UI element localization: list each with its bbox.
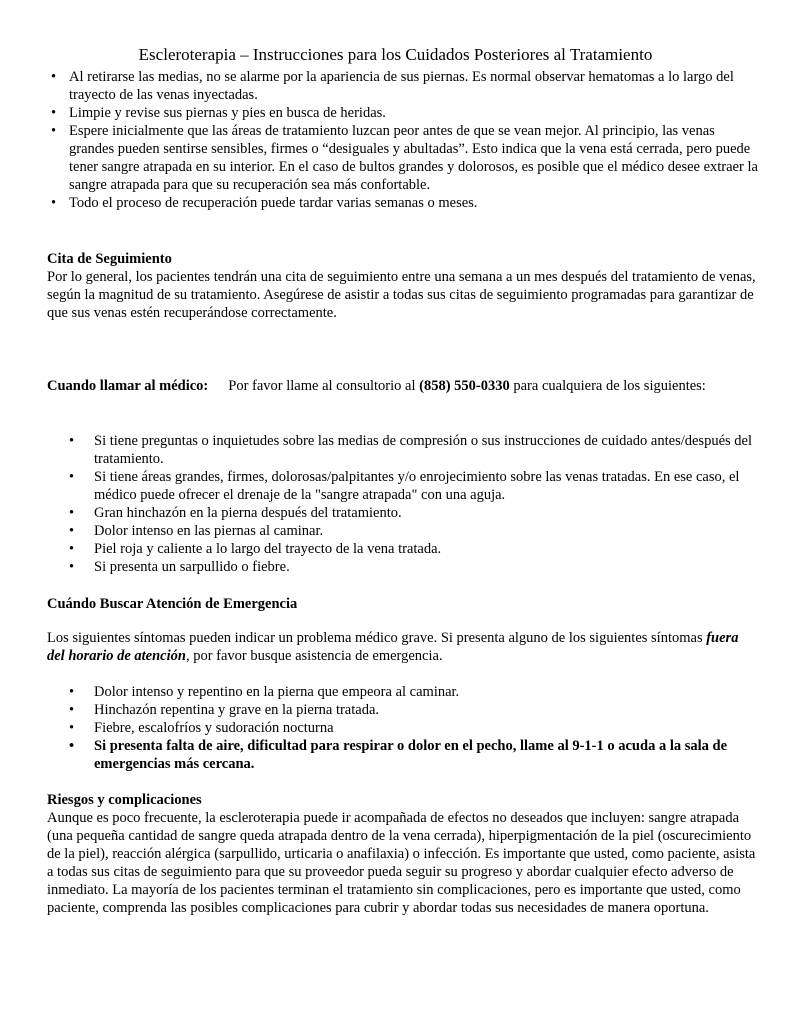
list-item: • Limpie y revise sus piernas y pies en busca de heridas.	[47, 104, 759, 122]
followup-heading: Cita de Seguimiento	[47, 251, 172, 267]
call-doctor-section	[47, 377, 759, 395]
list-item: • Si presenta un sarpullido o fiebre.	[47, 558, 759, 576]
list-item: • Si tiene preguntas o inquietudes sobre las medias de compresión o sus instrucciones de cuidado antes/después del tratamiento.	[47, 432, 759, 468]
list-item: • Si tiene áreas grandes, firmes, dolorosas/palpitantes y/o enrojecimiento sobre las venas tratadas. En ese caso, el médico puede ofrecer el drenaje de la "sangre atrapada" con una aguja.	[47, 468, 759, 504]
risks-text: Aunque es poco frecuente, la escleroterapia puede ir acompañada de efectos no deseados que incluyen: sangre atrapada (una pequeña cantidad de sangre queda atrapada dentro de la vena cerrada), hiperpigmentación de la piel (oscurecimiento de la piel), reacción alérgica (sarpullido, urticaria o anafilaxia) o infección. Es importante que usted, como paciente, asista a todas sus citas de seguimiento para que su proveedor pueda seguir su progreso y abordar cualquier efecto adverso de inmediato. La mayoría de los pacientes terminan el tratamiento sin complicaciones, pero es importante que usted, como paciente, comprenda las posibles complicaciones para cubrir y abordar todas sus necesidades de manera oportuna.	[47, 810, 756, 916]
list-item: • Hinchazón repentina y grave en la pierna tratada.	[47, 701, 759, 719]
emergency-call-911-item: • Si presenta falta de aire, dificultad para respirar o dolor en el pecho, llame al 9-1-1 o acuda a la sala de emergencias más cercana.	[47, 737, 759, 773]
followup-text: Por lo general, los pacientes tendrán una cita de seguimiento entre una semana a un mes después del tratamiento de venas, según la magnitud de su tratamiento. Asegúrese de asistir a todas sus citas de seguimiento programadas para garantizar de que sus venas estén recuperándose correctamente.	[47, 269, 756, 321]
emergency-intro	[47, 629, 759, 665]
emergency-bullet-list	[47, 683, 759, 773]
document-title: Escleroterapia – Instrucciones para los Cuidados Posteriores al Tratamiento	[138, 45, 653, 64]
list-item: • Espere inicialmente que las áreas de tratamiento luzcan peor antes de que se vean mejor. Al principio, las venas grandes pueden sentirse sensibles, firmes o “desiguales y abultadas”. Esto indica que la vena está cerrada, pero puede tener sangre atrapada en su interior. En el caso de bultos grandes y dolorosos, es posible que el médico desee extraer la sangre atrapada para que su recuperación sea más confortable.	[47, 122, 759, 194]
emergency-text-after: , por favor busque asistencia de emergencia.	[185, 648, 443, 664]
list-item: • Al retirarse las medias, no se alarme por la apariencia de sus piernas. Es normal observar hematomas a lo largo del trayecto de las venas inyectadas.	[47, 68, 759, 104]
list-item: • Gran hinchazón en la pierna después del tratamiento.	[47, 504, 759, 522]
list-item: • Dolor intenso en las piernas al caminar.	[47, 522, 759, 540]
list-item: • Piel roja y caliente a lo largo del trayecto de la vena tratada.	[47, 540, 759, 558]
call-text-before: Por favor llame al consultorio al	[228, 378, 416, 394]
followup-section	[47, 250, 759, 322]
list-item: • Dolor intenso y repentino en la pierna que empeora al caminar.	[47, 683, 759, 701]
emergency-heading: Cuándo Buscar Atención de Emergencia	[47, 596, 298, 612]
intro-bullet-list	[47, 68, 759, 212]
list-item: • Todo el proceso de recuperación puede tardar varias semanas o meses.	[47, 194, 759, 212]
call-bullet-list	[47, 432, 759, 576]
list-item: • Fiebre, escalofríos y sudoración nocturna	[47, 719, 759, 737]
phone-number: (858) 550-0330	[419, 378, 510, 394]
emergency-text-before: Los siguientes síntomas pueden indicar un problema médico grave. Si presenta alguno de los siguientes síntomas	[47, 630, 703, 646]
call-text-after: para cualquiera de los siguientes:	[513, 378, 706, 394]
risks-heading: Riesgos y complicaciones	[47, 792, 202, 808]
call-paragraph	[47, 377, 759, 395]
call-heading: Cuando llamar al médico:	[47, 378, 209, 394]
emergency-emphasis: fuera del horario de atención	[47, 630, 739, 664]
risks-section	[47, 791, 759, 917]
